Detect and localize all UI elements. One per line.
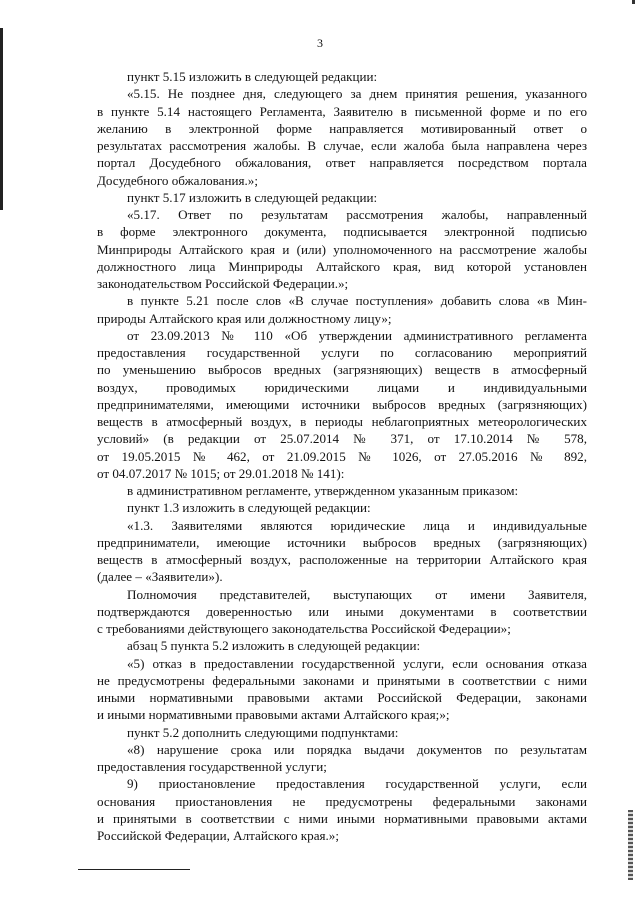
document-body: [97, 68, 587, 844]
text-line: пункт 5.17 изложить в следующей редакции:: [127, 189, 378, 205]
text-line: воздух, проводимых юридическими лицами и индивидуальными: [97, 379, 587, 395]
text-line: и иными нормативными правовыми актами Алтайского края;»;: [97, 707, 450, 723]
text-line: веществ в атмосферный воздух, в периоды неблагоприятных метеорологических: [97, 414, 587, 429]
text-line: «5.17. Ответ по результатам рассмотрения жалобы, направленный: [127, 207, 587, 222]
text-line: пункт 1.3 изложить в следующей редакции:: [127, 500, 371, 516]
text-line: предоставления государственной услуги;: [97, 759, 327, 774]
text-line: желанию в электронной форме направляется мотивированный ответ о: [97, 120, 587, 136]
footnote-rule: [78, 869, 190, 870]
scan-corner-mark: [632, 0, 635, 4]
text-line: Российской Федерации, Алтайского края.»;: [97, 828, 339, 843]
scan-edge-stripe: [628, 810, 633, 880]
text-line: законодательством Российской Федерации.»;: [97, 276, 349, 291]
text-line: Досудебного обжалования.»;: [97, 172, 258, 188]
text-line: должностного лица Минприроды Алтайского края, вид которой установлен: [97, 258, 587, 274]
text-line: веществ в атмосферный воздух, расположенные на территории Алтайского края: [97, 552, 587, 567]
text-line: от 19.05.2015 № 462, от 21.09.2015 № 1026, от 27.05.2016 № 892,: [97, 448, 587, 464]
page-number: 3: [317, 36, 323, 50]
text-line: абзац 5 пункта 5.2 изложить в следующей редакции:: [127, 638, 421, 654]
text-line: (далее – «Заявители»).: [97, 569, 223, 585]
text-line: «5) отказ в предоставлении государственной услуги, если основания отказа: [127, 655, 587, 671]
text-line: в административном регламенте, утвержденном указанным приказом:: [127, 483, 519, 498]
text-line: условий» (в редакции от 25.07.2014 № 371, от 17.10.2014 № 578,: [97, 431, 587, 447]
text-line: с требованиями действующего законодательства Российской Федерации»;: [97, 621, 511, 636]
text-line: в пункте 5.21 после слов «В случае поступления» добавить слова «в Мин-: [127, 293, 587, 309]
text-line: предоставления государственной услуги по согласованию мероприятий: [97, 345, 587, 360]
text-line: в форме электронного документа, подписывается электронной подписью: [97, 224, 587, 240]
text-line: основания приостановления не предусмотрены федеральными законами: [97, 793, 587, 809]
text-line: по уменьшению выбросов вредных (загрязняющих) веществ в атмосферный: [97, 362, 587, 378]
text-line: «8) нарушение срока или порядка выдачи документов по результатам: [127, 741, 587, 757]
text-line: «1.3. Заявителями являются юридические лица и индивидуальные: [127, 517, 587, 533]
text-line: портал Досудебного обжалования, ответ направляется посредством портала: [97, 155, 587, 171]
text-line: Полномочия представителей, выступающих от имени Заявителя,: [127, 586, 587, 602]
text-line: не предусмотрены федеральными законами и принятыми в соответствии с ними: [97, 672, 587, 688]
text-line: Минприроды Алтайского края и (или) уполномоченного на рассмотрение жалобы: [97, 241, 587, 257]
text-line: от 04.07.2017 № 1015; от 29.01.2018 № 141):: [97, 465, 345, 481]
text-line: подтверждаются доверенностью или иными документами в соответствии: [97, 603, 587, 619]
text-line: результатах рассмотрения жалобы. В случае, если жалоба была направлена через: [97, 138, 587, 153]
text-line: иными нормативными правовыми актами Российской Федерации, законами: [97, 690, 587, 705]
text-line: «5.15. Не позднее дня, следующего за днем принятия решения, указанного: [127, 86, 587, 102]
text-line: пункт 5.15 изложить в следующей редакции:: [127, 69, 378, 84]
text-line: в пункте 5.14 настоящего Регламента, Заявителю в письменной форме и по его: [97, 103, 587, 119]
text-line: от 23.09.2013 № 110 «Об утверждении административного регламента: [127, 327, 587, 343]
text-line: предпринимателями, имеющими источники выбросов вредных (загрязняющих): [97, 396, 587, 412]
text-line: 9) приостановление предоставления государственной услуги, если: [127, 776, 587, 792]
scan-edge-mark: [0, 28, 3, 210]
text-line: природы Алтайского края или должностному лицу»;: [97, 310, 392, 326]
text-line: и принятыми в соответствии с ними иными нормативными правовыми актами: [97, 810, 587, 826]
text-line: предприниматели, имеющие источники выбросов вредных (загрязняющих): [97, 534, 587, 550]
text-line: пункт 5.2 дополнить следующими подпунктами:: [127, 724, 399, 740]
